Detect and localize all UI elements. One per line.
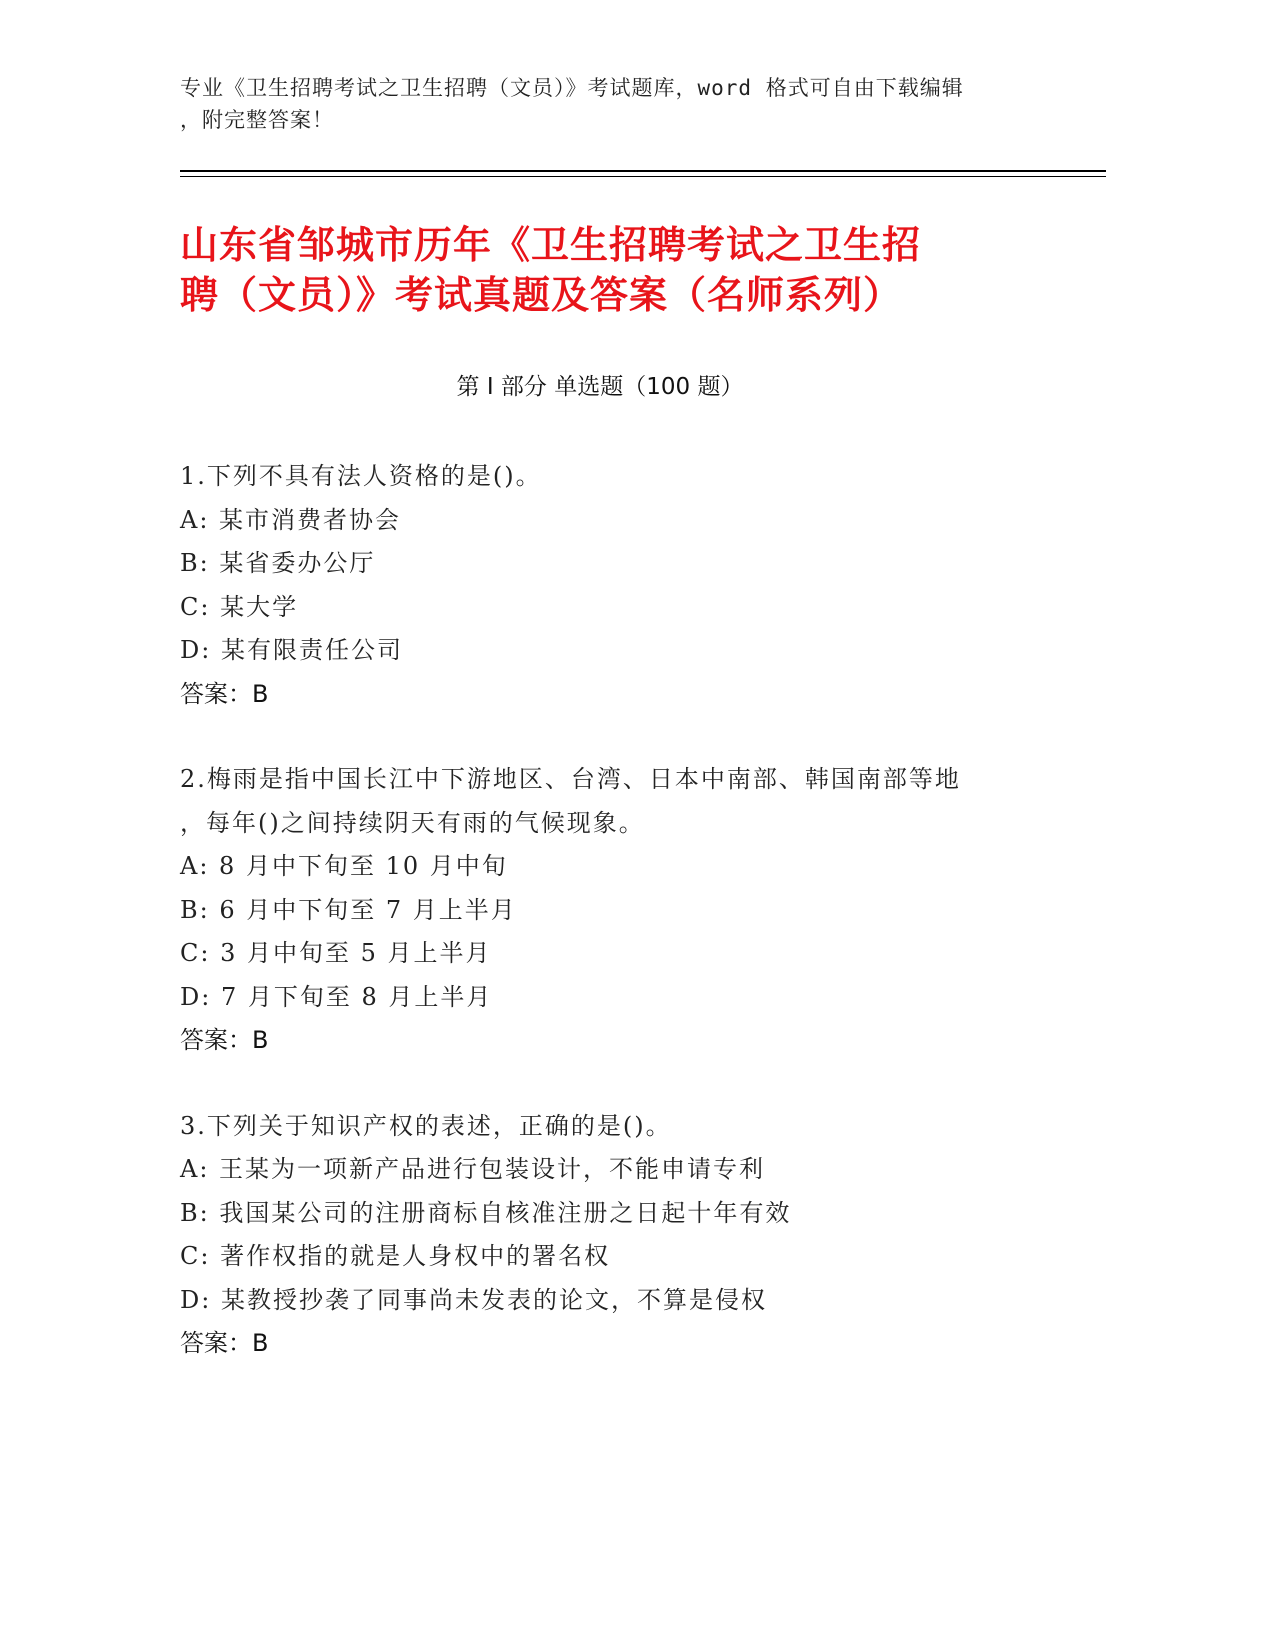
question-2 [180, 758, 1060, 1063]
header-note-line2: ，附完整答案！ [180, 108, 334, 132]
question-stem-line: 1.下列不具有法人资格的是()。 [180, 462, 542, 490]
section-heading: 第 I 部分 单选题（100 题） [456, 374, 744, 400]
answer-line: 答案：B [180, 1026, 269, 1054]
answer-line: 答案：B [180, 679, 269, 708]
option-c: C: 某大学 [180, 592, 299, 621]
option-d: D: 7 月下旬至 8 月上半月 [180, 982, 493, 1011]
question-stem-line: 2.梅雨是指中国长江中下游地区、台湾、日本中南部、韩国南部等地 [180, 765, 961, 793]
answer-line: 答案：B [180, 1329, 269, 1357]
header-note [180, 72, 1040, 136]
document-title [180, 220, 1060, 320]
option-c: C: 3 月中旬至 5 月上半月 [180, 939, 492, 967]
option-a: A: 王某为一项新产品进行包装设计，不能申请专利 [180, 1155, 766, 1183]
question-stem [180, 455, 1060, 499]
question-stem [180, 1105, 1060, 1149]
header-rule-thick [180, 170, 1106, 172]
option-d: D: 某教授抄袭了同事尚未发表的论文，不算是侵权 [180, 1285, 767, 1314]
document-title-line2: 聘（文员）》考试真题及答案（名师系列） [180, 273, 903, 317]
question-stem [180, 758, 1060, 845]
question-1 [180, 455, 1060, 716]
option-c: C: 著作权指的就是人身权中的署名权 [180, 1242, 611, 1270]
option-d: D: 某有限责任公司 [180, 636, 403, 664]
question-list [180, 455, 1060, 1408]
option-b: B: 我国某公司的注册商标自核准注册之日起十年有效 [180, 1198, 792, 1227]
option-b: B: 6 月中下旬至 7 月上半月 [180, 895, 517, 924]
question-stem-line: 3.下列关于知识产权的表述，正确的是()。 [180, 1111, 672, 1140]
option-b: B: 某省委办公厅 [180, 549, 376, 577]
option-a: A: 某市消费者协会 [180, 505, 402, 534]
question-3 [180, 1105, 1060, 1366]
option-a: A: 8 月中下旬至 10 月中旬 [180, 852, 508, 880]
document-title-line1: 山东省邹城市历年《卫生招聘考试之卫生招 [180, 223, 922, 267]
header-note-line1: 专业《卫生招聘考试之卫生招聘（文员）》考试题库，word 格式可自由下载编辑 [180, 76, 964, 100]
question-stem-line: ，每年()之间持续阴天有雨的气候现象。 [180, 808, 645, 837]
header-rule-thin [180, 176, 1106, 177]
